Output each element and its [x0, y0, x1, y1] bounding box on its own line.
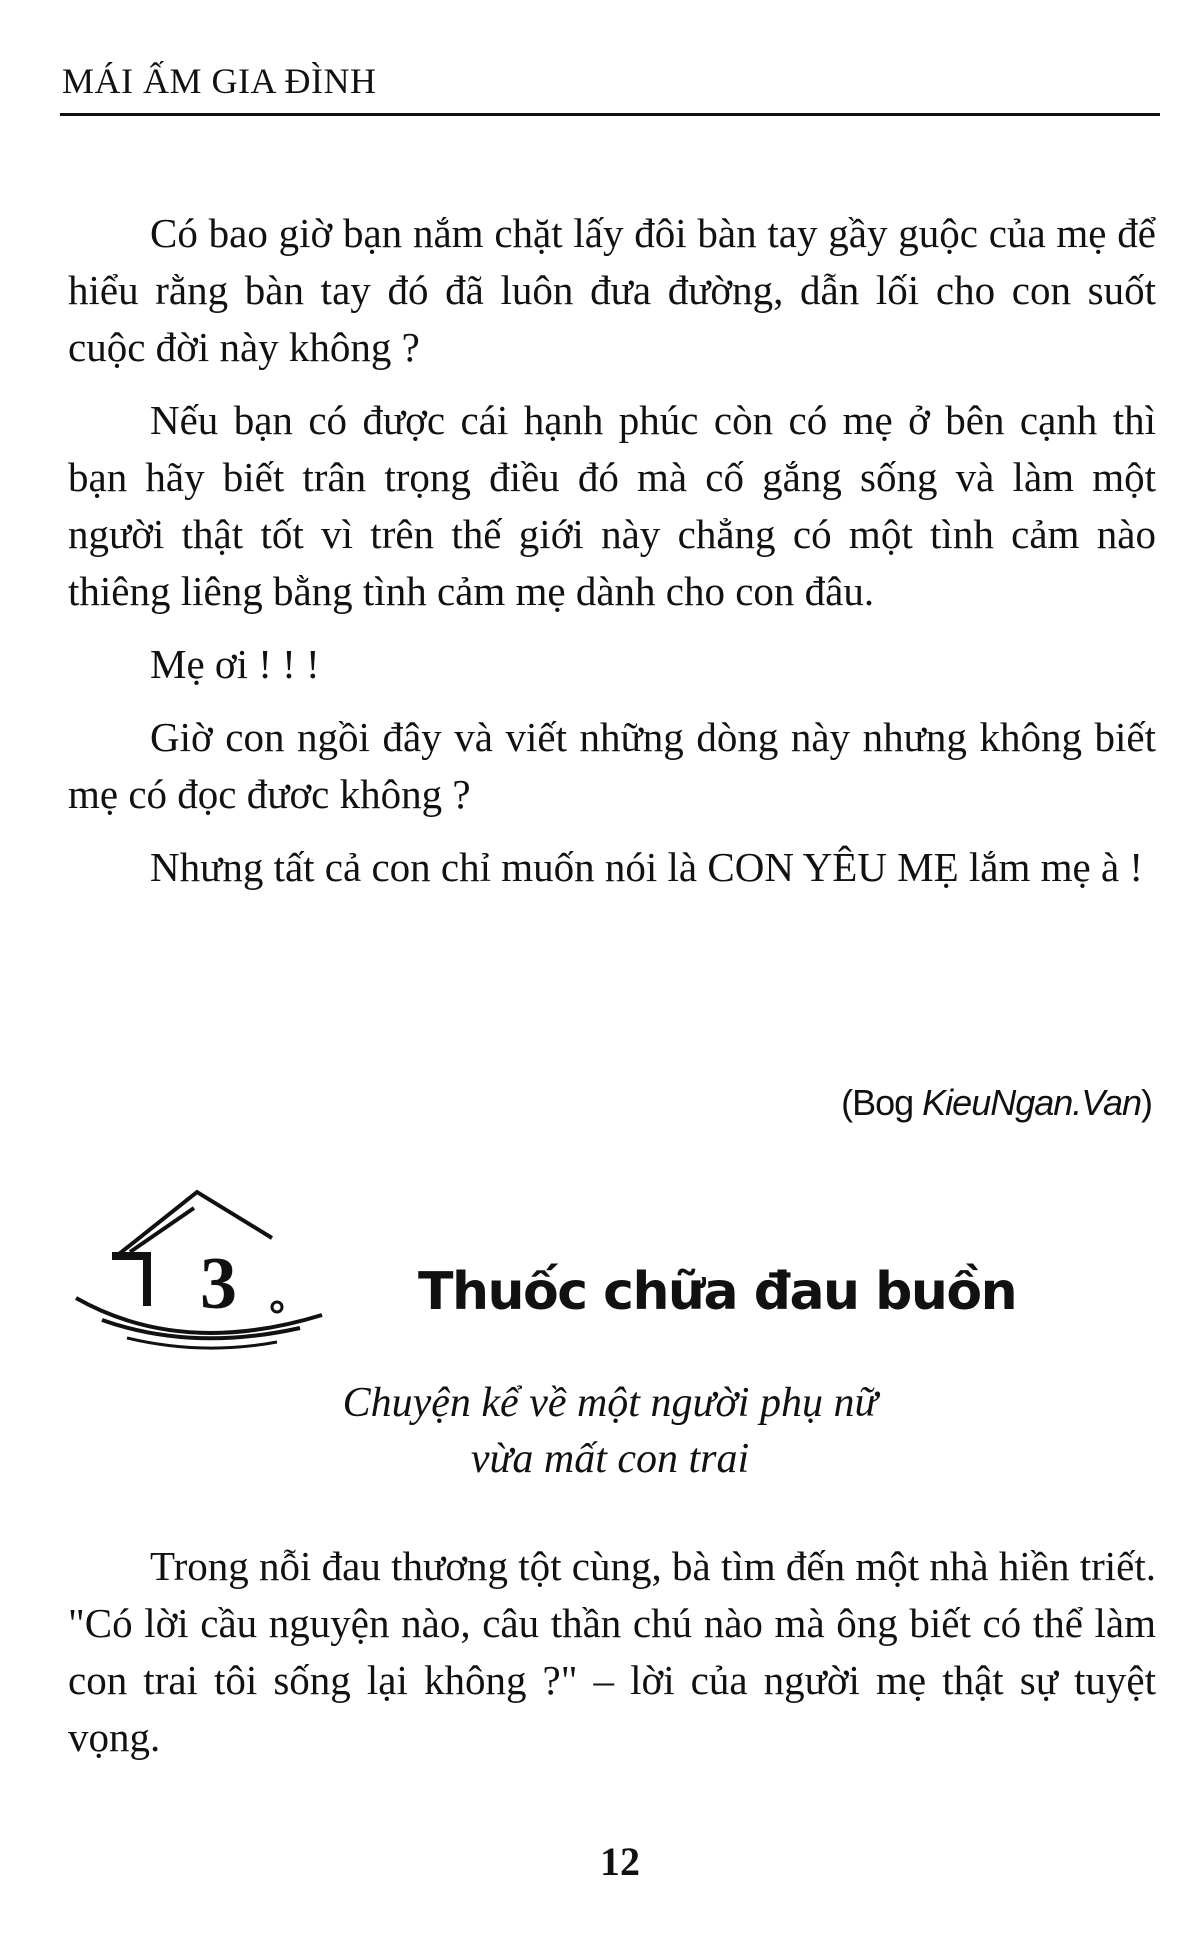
paragraph: Trong nỗi đau thương tột cùng, bà tìm đến một nhà hiền triết. "Có lời cầu nguyện nào, câu thần chú nào mà ông biết có thể làm con trai tôi sống lại không ?" – lời của người mẹ thật sự tuyệt vọng. — [68, 1543, 1156, 1760]
section-title: Thuốc chữa đau buồn — [418, 1262, 1017, 1322]
paragraph: Mẹ ơi ! ! ! — [150, 641, 320, 687]
subtitle-line: Chuyện kể về một người phụ nữ — [342, 1380, 878, 1426]
header-rule — [60, 113, 1160, 116]
signature-suffix: ) — [1141, 1082, 1152, 1123]
article-body — [68, 205, 1156, 912]
signature-prefix: (Bog — [841, 1082, 923, 1123]
house-number-icon — [72, 1180, 332, 1370]
section-subtitle — [300, 1375, 920, 1487]
paragraph: Nếu bạn có được cái hạnh phúc còn có mẹ ở bên cạnh thì bạn hãy biết trân trọng điều đó mà cố gắng sống và làm một người thật tốt vì trên thế giới này chẳng có một tình cảm nào thiêng liêng bằng tình cảm mẹ dành cho con đâu. — [68, 397, 1156, 614]
running-head: MÁI ẤM GIA ĐÌNH — [62, 61, 377, 101]
article-body — [68, 1538, 1156, 1782]
page-number: 12 — [600, 1839, 640, 1884]
paragraph: Giờ con ngồi đây và viết những dòng này nhưng không biết mẹ có đọc đươc không ? — [68, 714, 1156, 817]
paragraph: Nhưng tất cả con chỉ muốn nói là CON YÊU MẸ lắm mẹ à ! — [150, 844, 1144, 890]
section-number: 3 — [200, 1243, 237, 1325]
author-signature — [841, 1082, 1152, 1124]
subtitle-line: vừa mất con trai — [470, 1436, 750, 1482]
signature-name: KieuNgan.Van — [922, 1082, 1141, 1123]
paragraph: Có bao giờ bạn nắm chặt lấy đôi bàn tay gầy guộc của mẹ để hiểu rằng bàn tay đó đã luôn đưa đường, dẫn lối cho con suốt cuộc đời này không ? — [68, 210, 1156, 370]
